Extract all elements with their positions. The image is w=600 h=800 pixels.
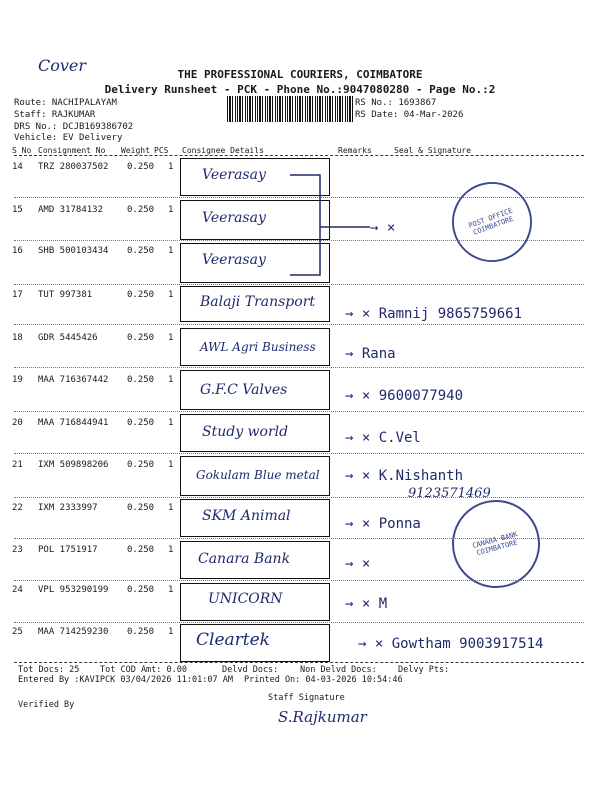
- col-seal: Seal & Signature: [394, 146, 472, 155]
- col-pcs: PCS: [154, 146, 169, 155]
- vehicle-label: Vehicle: EV Delivery: [14, 133, 123, 143]
- row-19-pcs: 1: [168, 375, 174, 385]
- footer-verified-by: Verified By: [18, 700, 75, 710]
- row-17-divider: [14, 324, 584, 325]
- row-22-sign: → × Ponna: [345, 516, 421, 532]
- rs-date: RS Date: 04-Mar-2026: [355, 110, 464, 120]
- row-16-weight: 0.250: [127, 246, 155, 256]
- row-18-consignee: AWL Agri Business: [200, 340, 316, 354]
- row-21-pcs: 1: [168, 460, 174, 470]
- row-23-sno: 23: [12, 545, 23, 555]
- row-21-weight: 0.250: [127, 460, 155, 470]
- row-19-weight: 0.250: [127, 375, 155, 385]
- footer-tot-cod: Tot COD Amt: 0.00: [100, 665, 187, 675]
- header-divider: [14, 155, 584, 156]
- row-23-consignment: POL 1751917: [38, 545, 98, 555]
- row-19-divider: [14, 411, 584, 412]
- row-16-pcs: 1: [168, 246, 174, 256]
- rs-number: RS No.: 1693867: [355, 98, 437, 108]
- row-24-sno: 24: [12, 585, 23, 595]
- row-15-sno: 15: [12, 205, 23, 215]
- row-15-weight: 0.250: [127, 205, 155, 215]
- footer-printed-on: Printed On: 04-03-2026 10:54:46: [244, 675, 403, 685]
- row-25-sign: → × Gowtham 9003917514: [358, 636, 544, 652]
- row-20-weight: 0.250: [127, 418, 155, 428]
- route-label: Route: NACHIPALAYAM: [14, 98, 117, 108]
- row-21-sno: 21: [12, 460, 23, 470]
- col-consignment: Consignment No: [38, 146, 106, 155]
- col-consignee: Consignee Details: [182, 146, 264, 155]
- row-22-pcs: 1: [168, 503, 174, 513]
- company-title: THE PROFESSIONAL COURIERS, COIMBATORE: [177, 68, 423, 81]
- row-24-pcs: 1: [168, 585, 174, 595]
- row-14-consignment: TRZ 280037502: [38, 162, 109, 172]
- row-14-weight: 0.250: [127, 162, 155, 172]
- row-15-sign: → ×: [370, 220, 396, 236]
- runsheet-subtitle: Delivery Runsheet - PCK - Phone No.:9047080280 - Page No.:2: [104, 83, 496, 96]
- row-15-consignment: AMD 31784132: [38, 205, 104, 215]
- row-23-sign: → ×: [345, 556, 371, 572]
- row-19-consignment: MAA 716367442: [38, 375, 109, 385]
- row-22-weight: 0.250: [127, 503, 155, 513]
- footer-entered-by: Entered By :KAVIPCK 03/04/2026 11:01:07 AM: [18, 675, 233, 685]
- row-17-consignment: TUT 997381: [38, 290, 93, 300]
- row-18-divider: [14, 367, 584, 368]
- row-25-divider: [14, 662, 584, 663]
- runsheet-barcode: [227, 96, 353, 122]
- col-weight: Weight: [121, 146, 150, 155]
- row-16-consignee: Veerasay: [202, 252, 266, 268]
- row-21-divider: [14, 497, 584, 498]
- rows-14-16-bracket: [290, 165, 380, 285]
- row-24-weight: 0.250: [127, 585, 155, 595]
- row-24-sign: → × M: [345, 596, 388, 612]
- row-23-weight: 0.250: [127, 545, 155, 555]
- row-24-consignee: UNICORN: [208, 591, 283, 607]
- footer-non-delvd-docs: Non Delvd Docs:: [300, 665, 377, 675]
- row-19-sign: → × 9600077940: [345, 388, 464, 404]
- row-16-sno: 16: [12, 246, 23, 256]
- footer-delvy-pts: Delvy Pts:: [398, 665, 450, 675]
- row-19-sno: 19: [12, 375, 23, 385]
- row-15-pcs: 1: [168, 205, 174, 215]
- row-25-consignee: Cleartek: [196, 630, 270, 650]
- row-20-consignee: Study world: [202, 424, 289, 440]
- row-21-consignment: IXM 509898206: [38, 460, 109, 470]
- row-22-divider: [14, 538, 584, 539]
- footer-staff-signature: Staff Signature: [268, 693, 345, 703]
- col-sno: S No: [12, 146, 32, 155]
- row-20-sno: 20: [12, 418, 23, 428]
- row-20-pcs: 1: [168, 418, 174, 428]
- bank-branch-stamp: CANARA BANK COIMBATORE: [442, 490, 550, 598]
- row-20-consignment: MAA 716844941: [38, 418, 109, 428]
- row-25-consignment: MAA 714259230: [38, 627, 109, 637]
- row-25-pcs: 1: [168, 627, 174, 637]
- row-23-pcs: 1: [168, 545, 174, 555]
- row-19-consignee: G.F.C Valves: [200, 382, 288, 398]
- row-23-divider: [14, 580, 584, 581]
- row-17-sno: 17: [12, 290, 23, 300]
- row-25-weight: 0.250: [127, 627, 155, 637]
- row-15-consignee: Veerasay: [202, 210, 266, 226]
- row-17-sign: → × Ramnij 9865759661: [345, 306, 523, 322]
- handwritten-cover-note: Cover: [38, 56, 87, 75]
- row-18-weight: 0.250: [127, 333, 155, 343]
- row-21-consignee: Gokulam Blue metal: [196, 468, 320, 482]
- row-17-pcs: 1: [168, 290, 174, 300]
- row-14-consignee: Veerasay: [202, 167, 266, 183]
- row-20-divider: [14, 453, 584, 454]
- row-20-sign: → × C.Vel: [345, 430, 421, 446]
- row-18-sno: 18: [12, 333, 23, 343]
- footer-tot-docs: Tot Docs: 25: [18, 665, 80, 675]
- row-21-sign: → × K.Nishanth: [345, 468, 464, 484]
- drs-label: DRS No.: DCJB169386702: [14, 122, 134, 132]
- row-17-consignee: Balaji Transport: [200, 294, 316, 310]
- row-18-pcs: 1: [168, 333, 174, 343]
- col-remarks: Remarks: [338, 146, 372, 155]
- row-22-consignee: SKM Animal: [202, 508, 291, 524]
- row-14-pcs: 1: [168, 162, 174, 172]
- row-24-consignment: VPL 953290199: [38, 585, 109, 595]
- row-16-consignment: SHB 500103434: [38, 246, 109, 256]
- row-18-sign: → Rana: [345, 346, 396, 362]
- post-office-stamp: POST OFFICE COIMBATORE: [441, 171, 544, 274]
- row-24-divider: [14, 622, 584, 623]
- row-21-phone: 9123571469: [408, 486, 491, 501]
- row-17-weight: 0.250: [127, 290, 155, 300]
- row-22-sno: 22: [12, 503, 23, 513]
- row-25-sno: 25: [12, 627, 23, 637]
- staff-label: Staff: RAJKUMAR: [14, 110, 96, 120]
- footer-delvd-docs: Delvd Docs:: [222, 665, 279, 675]
- row-22-consignment: IXM 2333997: [38, 503, 98, 513]
- row-14-sno: 14: [12, 162, 23, 172]
- staff-signature-scrawl: S.Rajkumar: [278, 708, 367, 726]
- row-18-consignment: GDR 5445426: [38, 333, 98, 343]
- row-23-consignee: Canara Bank: [198, 551, 291, 567]
